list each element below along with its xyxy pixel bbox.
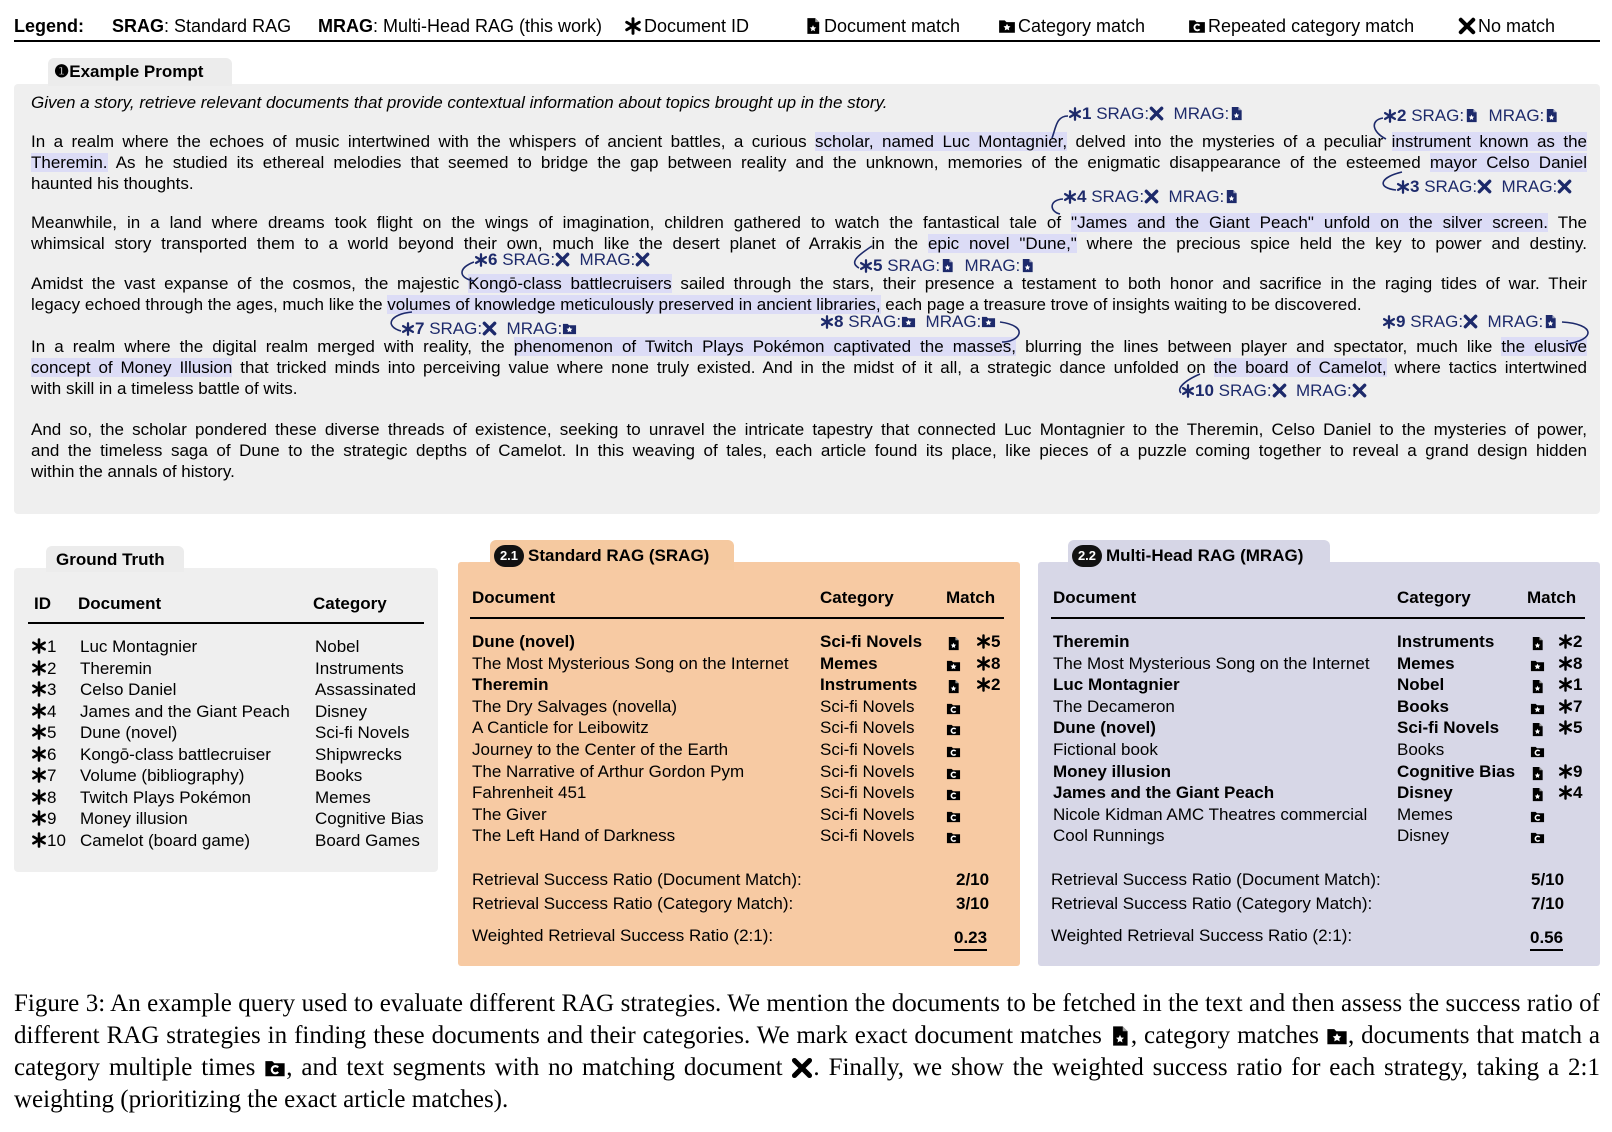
highlighted-segment: Theremin. <box>31 153 108 172</box>
gt-category: Disney <box>315 701 367 721</box>
gt-document: Luc Montagnier <box>80 637 198 656</box>
gt-category: Memes <box>315 787 371 807</box>
gt-document: Kongō-class battlecruiser <box>80 744 271 764</box>
annotation-srag-label: SRAG: <box>1086 187 1145 206</box>
connector-curve <box>1052 116 1068 138</box>
srag-header-match: Match <box>946 588 996 607</box>
legend-srag-abbr: SRAG <box>112 16 165 36</box>
row-document: The Decameron <box>1053 696 1175 716</box>
row-match <box>946 807 961 829</box>
row-reference: 2 <box>976 675 1000 697</box>
annotation-6 <box>474 250 650 270</box>
category-match-icon <box>946 658 961 673</box>
annotation-8 <box>820 312 996 332</box>
mrag-tab <box>1068 540 1330 570</box>
annotation-mrag-label: MRAG: <box>1492 177 1558 196</box>
repeated-category-icon <box>946 722 961 737</box>
prompt-title: Example Prompt <box>69 62 204 81</box>
gt-document: Dune (novel) <box>80 723 178 742</box>
row-category: Sci-fi Novels <box>820 740 915 759</box>
gt-category: Instruments <box>315 658 404 678</box>
srag-header-rule <box>470 617 1004 619</box>
row-match <box>1530 785 1545 807</box>
row-document: Fahrenheit 451 <box>472 783 587 803</box>
annotation-mrag-label: MRAG: <box>1164 104 1230 123</box>
caption-part-4: , and text segments with no matching document <box>286 1054 792 1081</box>
annotation-id: 8 <box>834 312 844 331</box>
mrag-weighted-value: 0.56 <box>1530 928 1563 951</box>
story-text: The <box>1548 213 1587 232</box>
gt-id: 1 <box>31 637 56 659</box>
row-category: Nobel <box>1397 675 1445 695</box>
gt-category: Board Games <box>315 830 420 850</box>
srag-no-icon <box>1477 179 1492 194</box>
srag-cat-icon <box>901 314 916 329</box>
annotation-mrag-label: MRAG: <box>1159 187 1225 206</box>
legend-cat-match-label: Category match <box>1018 16 1146 36</box>
story-text: where the precious spice held the key to power and destiny. <box>1076 234 1588 253</box>
annotation-srag-label: SRAG: <box>497 250 556 269</box>
row-category: Sci-fi Novels <box>820 718 915 738</box>
repeated-category-icon <box>1530 830 1545 845</box>
row-match <box>946 634 961 656</box>
connector-curve <box>1000 322 1019 342</box>
repeated-category-icon <box>946 701 961 716</box>
mrag-doc-ratio: 5/10 <box>1531 870 1565 889</box>
annotation-connectors <box>0 0 1612 520</box>
gt-id: 6 <box>31 745 56 767</box>
story-text: In a realm where the digital realm merged with reality, the <box>31 337 514 356</box>
prompt-number: ❶ <box>54 62 70 81</box>
gt-document: James and the Giant Peach <box>80 701 290 721</box>
highlighted-segment: scholar, named Luc Montagnier, <box>815 132 1068 151</box>
row-category: Books <box>1397 696 1449 716</box>
annotation-id: 4 <box>1077 187 1087 206</box>
row-match <box>946 699 961 721</box>
repeated-category-icon <box>264 1054 286 1081</box>
row-category: Sci-fi Novels <box>1397 718 1500 738</box>
row-reference: 2 <box>1558 632 1582 654</box>
srag-no-icon <box>1463 314 1478 329</box>
document-match-icon <box>1530 636 1545 651</box>
annotation-id: 1 <box>1082 104 1092 123</box>
row-reference: 4 <box>1558 783 1582 805</box>
annotation-srag-label: SRAG: <box>424 319 483 338</box>
gt-id: 9 <box>31 809 56 831</box>
row-match <box>946 720 961 742</box>
story-text: and the timeless saga of Dune to the strategic depths of Camelot. In this weaving of tales, each article found its place, like pieces of a puzzle coming together to reveal a grand design hidden <box>31 441 1587 460</box>
row-match <box>1530 764 1545 786</box>
story-text: Meanwhile, in a land where dreams took flight on the wings of imagination, children gathered to watch the fantastical tale of <box>31 213 1072 232</box>
mrag-header-category: Category <box>1397 588 1471 607</box>
story-text: haunted his thoughts. <box>31 174 194 193</box>
annotation-mrag-label: MRAG: <box>570 250 636 269</box>
repeated-category-icon <box>1530 744 1545 759</box>
row-category: Sci-fi Novels <box>820 826 915 846</box>
legend-title: Legend: <box>14 16 84 36</box>
document-match-icon <box>1530 679 1545 694</box>
row-match <box>946 785 961 807</box>
legend-doc-id-label: Document ID <box>644 16 750 36</box>
highlighted-segment: the board of Camelot, <box>1213 358 1387 377</box>
row-document: Journey to the Center of the Earth <box>472 740 729 759</box>
mrag-cat-ratio-label: Retrieval Success Ratio (Category Match): <box>1051 894 1373 913</box>
story-text: And so, the scholar pondered these diverse threads of existence, seeking to unravel the intricate tapestry that connected Luc Montagnier to the Theremin, Celso Daniel to the mysteries of power, <box>31 420 1587 439</box>
srag-tab <box>490 540 734 570</box>
connector-curve <box>1052 199 1063 214</box>
row-category: Sci-fi Novels <box>820 761 915 781</box>
ground-truth-title: Ground Truth <box>56 550 165 569</box>
mrag-no-icon <box>1557 179 1572 194</box>
row-document: Money illusion <box>1053 761 1172 781</box>
row-match <box>1530 699 1545 721</box>
highlighted-segment: epic novel "Dune," <box>927 234 1077 253</box>
annotation-1 <box>1068 104 1244 124</box>
annotation-id: 10 <box>1195 381 1214 400</box>
highlighted-segment: phenomenon of Twitch Plays Pokémon captivated the masses, <box>513 337 1017 356</box>
row-document: Nicole Kidman AMC Theatres commercial <box>1053 804 1368 824</box>
annotation-srag-label: SRAG: <box>1091 104 1150 123</box>
legend-rep-match-label: Repeated category match <box>1208 16 1415 36</box>
gt-document: Money illusion <box>80 809 188 828</box>
document-match-icon <box>946 679 961 694</box>
row-document: Dune (novel) <box>1053 718 1156 738</box>
row-reference: 5 <box>976 632 1000 654</box>
row-category: Cognitive Bias <box>1397 761 1516 781</box>
annotation-id: 5 <box>873 256 883 275</box>
gt-id: 4 <box>31 702 56 724</box>
row-match <box>946 656 961 678</box>
srag-doc-icon <box>940 258 955 273</box>
annotation-mrag-label: MRAG: <box>1286 381 1352 400</box>
highlighted-segment: the elusive <box>1501 337 1587 356</box>
row-reference: 1 <box>1558 675 1582 697</box>
gt-document: Celso Daniel <box>80 680 177 699</box>
mrag-header-document: Document <box>1053 588 1137 607</box>
story-text: Amidst the vast expanse of the cosmos, the majestic <box>31 274 469 293</box>
row-document: Dune (novel) <box>472 632 575 651</box>
mrag-title: Multi-Head RAG (MRAG) <box>1106 546 1304 565</box>
mrag-no-icon <box>635 252 650 267</box>
gt-category: Sci-fi Novels <box>315 723 410 742</box>
annotation-srag-label: SRAG: <box>843 312 902 331</box>
gt-category: Nobel <box>315 637 360 656</box>
row-document: A Canticle for Leibowitz <box>472 718 649 738</box>
srag-doc-ratio-label: Retrieval Success Ratio (Document Match): <box>472 870 802 889</box>
row-category: Sci-fi Novels <box>820 783 915 803</box>
row-document: The Giver <box>472 804 547 824</box>
document-match-icon <box>946 636 961 651</box>
annotation-srag-label: SRAG: <box>1213 381 1272 400</box>
annotation-srag-label: SRAG: <box>882 256 941 275</box>
row-match <box>946 828 961 850</box>
annotation-id: 2 <box>1397 106 1407 125</box>
row-document: Luc Montagnier <box>1053 675 1180 695</box>
srag-doc-ratio: 2/10 <box>956 870 990 889</box>
row-document: Cool Runnings <box>1053 826 1165 846</box>
mrag-doc-icon <box>1229 106 1244 121</box>
annotation-10 <box>1181 381 1367 401</box>
gt-document: Twitch Plays Pokémon <box>80 787 252 807</box>
gt-document: Theremin <box>80 658 152 678</box>
highlighted-segment: "James and the Giant Peach" unfold on the silver screen. <box>1071 213 1549 232</box>
gt-header-rule <box>28 622 424 624</box>
story-text: delved into the mysteries of a peculiar <box>1067 132 1392 151</box>
story-text: whimsical story transported them to a world beyond their own, much like the desert planet of Arrakis in the <box>31 234 928 253</box>
annotation-7 <box>401 319 577 339</box>
srag-no-icon <box>555 252 570 267</box>
row-category: Memes <box>1397 653 1455 673</box>
gt-category: Shipwrecks <box>315 744 402 764</box>
repeated-category-icon <box>946 744 961 759</box>
story-text: within the annals of history. <box>31 462 235 481</box>
legend-mrag-text: : Multi-Head RAG (this work) <box>373 16 603 36</box>
annotation-id: 6 <box>488 250 498 269</box>
story-text: legacy echoed through the ages, much like the <box>31 295 388 314</box>
row-reference: 9 <box>1558 762 1582 784</box>
row-match <box>1530 677 1545 699</box>
srag-badge: 2.1 <box>494 545 524 567</box>
annotation-5 <box>859 256 1035 276</box>
row-document: The Most Mysterious Song on the Internet <box>1053 653 1370 673</box>
highlighted-segment: mayor Celso Daniel <box>1429 153 1587 172</box>
srag-cat-ratio: 3/10 <box>956 894 990 913</box>
row-match <box>946 677 961 699</box>
row-category: Disney <box>1397 826 1449 846</box>
row-match <box>1530 656 1545 678</box>
annotation-4 <box>1063 187 1239 207</box>
row-category: Disney <box>1397 783 1453 803</box>
legend-srag-text: : Standard RAG <box>164 16 292 36</box>
row-category: Instruments <box>820 675 918 695</box>
connector-curve <box>1562 322 1588 344</box>
row-category: Instruments <box>1397 632 1495 651</box>
story-text: As he studied its ethereal melodies that seemed to bridge the gap between reality and the unknown, memories of the enigmatic disappearance of the esteemed <box>107 153 1430 172</box>
mrag-weighted-label: Weighted Retrieval Success Ratio (2:1): <box>1051 926 1353 945</box>
mrag-doc-icon <box>1224 189 1239 204</box>
row-match <box>1530 742 1545 764</box>
annotation-mrag-label: MRAG: <box>916 312 982 331</box>
gt-document: Camelot (board game) <box>80 830 251 850</box>
srag-header-document: Document <box>472 588 556 607</box>
row-reference: 8 <box>1558 654 1582 676</box>
story-text: with skill in a timeless battle of wits. <box>31 379 298 398</box>
srag-no-icon <box>1144 189 1159 204</box>
document-match-icon <box>1530 787 1545 802</box>
highlighted-segment: volumes of knowledge meticulously preserved in ancient libraries, <box>387 295 881 314</box>
story-text: In a realm where the echoes of music intertwined with the whispers of ancient battles, a curious <box>31 132 816 151</box>
row-document: The Left Hand of Darkness <box>472 826 676 846</box>
srag-cat-ratio-label: Retrieval Success Ratio (Category Match): <box>472 894 794 913</box>
mrag-doc-icon <box>1544 108 1559 123</box>
mrag-doc-ratio-label: Retrieval Success Ratio (Document Match): <box>1051 870 1381 889</box>
srag-doc-icon <box>1464 108 1479 123</box>
category-match-icon <box>1326 1022 1348 1049</box>
caption-part-1: Figure 3: An example query used to evaluate different RAG strategies. We mention the documents to be fetched in the text and then assess the success ratio of different RAG strategies in finding these documents and their categories. We mark exact document matches <box>14 990 1600 1049</box>
annotation-srag-label: SRAG: <box>1419 177 1478 196</box>
gt-category: Cognitive Bias <box>315 809 424 828</box>
story-text: sailed through the stars, their presence a testament to both honor and sacrifice in the raging tides of war. Their <box>671 274 1587 293</box>
row-document: The Narrative of Arthur Gordon Pym <box>472 761 745 781</box>
gt-id: 7 <box>31 766 56 788</box>
mrag-cat-icon <box>981 314 996 329</box>
row-document: James and the Giant Peach <box>1053 783 1275 803</box>
mrag-badge: 2.2 <box>1072 545 1102 567</box>
gt-header-document: Document <box>78 594 162 613</box>
annotation-id: 9 <box>1396 312 1406 331</box>
highlighted-segment: Kongō-class battlecruisers <box>468 274 672 293</box>
row-reference: 7 <box>1558 697 1582 719</box>
mrag-header-rule <box>1051 617 1585 619</box>
row-document: The Dry Salvages (novella) <box>472 696 678 716</box>
legend-mrag-abbr: MRAG <box>318 16 373 36</box>
connector-curve <box>462 262 474 281</box>
story-text: where tactics intertwined <box>1386 358 1587 377</box>
gt-id: 3 <box>31 680 56 702</box>
row-category: Sci-fi Novels <box>820 632 923 651</box>
row-match <box>1530 828 1545 850</box>
gt-header-id: ID <box>34 594 51 613</box>
row-document: Theremin <box>1053 632 1130 651</box>
mrag-cat-ratio: 7/10 <box>1531 894 1565 913</box>
annotation-mrag-label: MRAG: <box>497 319 563 338</box>
figure-caption <box>14 988 1600 1116</box>
row-match <box>1530 720 1545 742</box>
row-category: Sci-fi Novels <box>820 804 915 824</box>
gt-id: 5 <box>31 723 56 745</box>
mrag-cat-icon <box>562 321 577 336</box>
annotation-mrag-label: MRAG: <box>955 256 1021 275</box>
row-match <box>946 764 961 786</box>
caption-part-2: , category matches <box>1130 1022 1326 1049</box>
srag-header-category: Category <box>820 588 894 607</box>
annotation-srag-label: SRAG: <box>1406 106 1465 125</box>
repeated-category-icon <box>946 766 961 781</box>
annotation-3 <box>1396 177 1572 197</box>
srag-weighted-value: 0.23 <box>954 928 987 951</box>
row-category: Books <box>1397 740 1445 759</box>
srag-no-icon <box>1272 383 1287 398</box>
story-text: blurring the lines between player and spectator, much like <box>1016 337 1502 356</box>
row-category: Memes <box>1397 804 1453 824</box>
document-match-icon <box>1109 1022 1131 1049</box>
annotation-mrag-label: MRAG: <box>1478 312 1544 331</box>
annotation-srag-label: SRAG: <box>1405 312 1464 331</box>
gt-id: 8 <box>31 788 56 810</box>
row-document: The Most Mysterious Song on the Internet <box>472 653 789 673</box>
annotation-2 <box>1383 106 1559 126</box>
row-reference: 8 <box>976 654 1000 676</box>
gt-category: Books <box>315 766 363 785</box>
document-match-icon <box>1530 766 1545 781</box>
legend-doc-match-label: Document match <box>824 16 961 36</box>
annotation-id: 7 <box>415 319 425 338</box>
story-text: each page a treasure trove of insights waiting to be discovered. <box>880 295 1362 314</box>
repeated-category-icon <box>946 809 961 824</box>
mrag-doc-icon <box>1020 258 1035 273</box>
category-match-icon <box>1530 658 1545 673</box>
repeated-category-icon <box>946 830 961 845</box>
row-match <box>1530 634 1545 656</box>
repeated-category-icon <box>946 787 961 802</box>
gt-category: Assassinated <box>315 680 417 699</box>
row-reference: 5 <box>1558 718 1582 740</box>
prompt-instruction: Given a story, retrieve relevant documents that provide contextual information about topics brought up in the story. <box>31 93 888 112</box>
row-category: Memes <box>820 653 878 673</box>
gt-id: 10 <box>31 831 66 853</box>
mrag-no-icon <box>1352 383 1367 398</box>
annotation-id: 3 <box>1410 177 1420 196</box>
gt-id: 2 <box>31 659 56 681</box>
srag-title: Standard RAG (SRAG) <box>528 546 710 565</box>
annotation-mrag-label: MRAG: <box>1479 106 1545 125</box>
highlighted-segment: instrument known as the <box>1391 132 1587 151</box>
caption-part-3: , documents that match a category multiple times <box>14 1022 1601 1081</box>
row-match <box>1530 807 1545 829</box>
document-match-icon <box>1530 722 1545 737</box>
highlighted-segment: concept of Money Illusion <box>31 358 233 377</box>
srag-no-icon <box>1149 106 1164 121</box>
row-document: Fictional book <box>1053 740 1158 759</box>
ground-truth-tab <box>46 546 184 572</box>
repeated-category-icon <box>1530 809 1545 824</box>
row-match <box>946 742 961 764</box>
story-text: that tricked minds into perceiving value where none truly existed. And in the midst of it all, a strategic dance unfolded on <box>232 358 1214 377</box>
srag-no-icon <box>482 321 497 336</box>
row-category: Sci-fi Novels <box>820 696 915 716</box>
category-match-icon <box>1530 701 1545 716</box>
legend-no-match-label: No match <box>1478 16 1556 36</box>
gt-header-category: Category <box>313 594 387 613</box>
mrag-header-match: Match <box>1527 588 1577 607</box>
gt-document: Volume (bibliography) <box>80 766 245 785</box>
annotation-9 <box>1382 312 1558 332</box>
mrag-doc-icon <box>1543 314 1558 329</box>
row-document: Theremin <box>472 675 549 695</box>
caption-part-5: . Finally, we show the weighted success ratio for each strategy, taking a 2:1 weighting (prioritizing the exact article matches). <box>14 1054 1600 1113</box>
srag-weighted-label: Weighted Retrieval Success Ratio (2:1): <box>472 926 774 945</box>
no-match-icon <box>791 1054 813 1081</box>
